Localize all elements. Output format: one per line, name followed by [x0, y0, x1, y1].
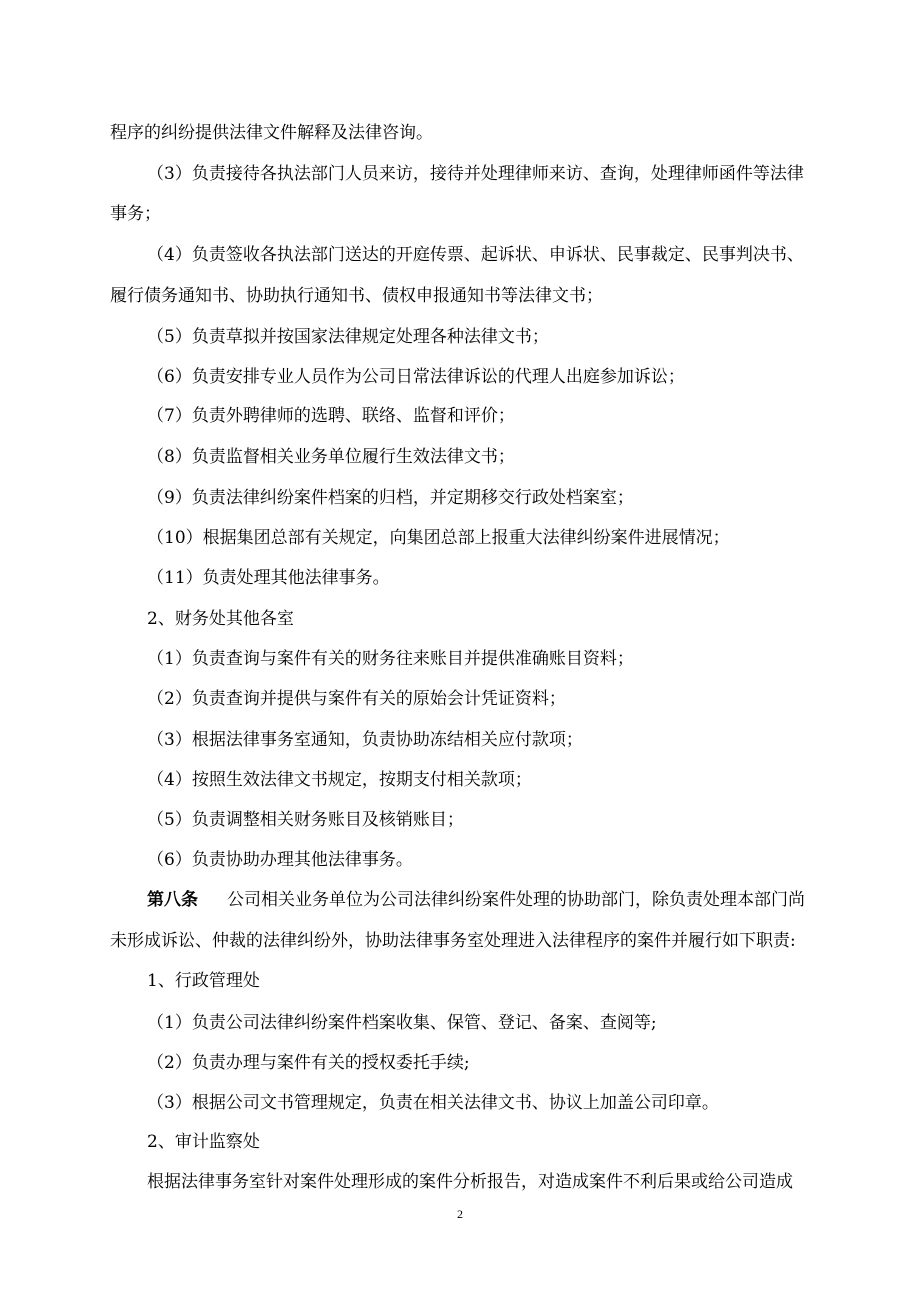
- page-number: 2: [457, 1207, 463, 1221]
- paragraph-line: （5）负责调整相关财务账目及核销账目；: [147, 810, 464, 830]
- paragraph-line: （3）根据法律事务室通知，负责协助冻结相关应付款项；: [147, 730, 583, 750]
- paragraph-line: 根据法律事务室针对案件处理形成的案件分析报告，对造成案件不利后果或给公司造成: [147, 1172, 793, 1192]
- paragraph-line: 履行债务通知书、协助执行通知书、债权申报通知书等法律文书；: [110, 286, 603, 306]
- paragraph-line: （5）负责草拟并按国家法律规定处理各种法律文书；: [147, 327, 549, 347]
- paragraph-line: （7）负责外聘律师的选聘、联络、监督和评价；: [147, 406, 515, 426]
- section-heading: 2、审计监察处: [147, 1132, 260, 1152]
- paragraph-line: （10）根据集团总部有关规定，向集团总部上报重大法律纠纷案件进展情况；: [147, 528, 730, 548]
- section-heading: 1、行政管理处: [147, 971, 260, 991]
- paragraph-line: （3）负责接待各执法部门人员来访，接待并处理律师来访、查询，处理律师函件等法律: [147, 164, 804, 184]
- paragraph-line: （8）负责监督相关业务单位履行生效法律文书；: [147, 447, 515, 467]
- paragraph-line: （6）负责协助办理其他法律事务。: [147, 850, 413, 870]
- paragraph-line: （2）负责查询并提供与案件有关的原始会计凭证资料；: [147, 689, 566, 709]
- article-eight-line: [147, 889, 805, 911]
- article-label: 第八条: [147, 890, 198, 910]
- paragraph-line: 程序的纠纷提供法律文件解释及法律咨询。: [110, 123, 433, 143]
- section-heading: 2、财务处其他各室: [147, 609, 294, 629]
- paragraph-line: 事务；: [110, 204, 161, 224]
- paragraph-line: （2）负责办理与案件有关的授权委托手续;: [147, 1053, 470, 1073]
- article-text: 公司相关业务单位为公司法律纠纷案件处理的协助部门，除负责处理本部门尚: [227, 890, 805, 910]
- paragraph-line: （6）负责安排专业人员作为公司日常法律诉讼的代理人出庭参加诉讼；: [147, 367, 685, 387]
- paragraph-line: 未形成诉讼、仲裁的法律纠纷外，协助法律事务室处理进入法律程序的案件并履行如下职责:: [110, 931, 796, 951]
- paragraph-line: （4）按照生效法律文书规定，按期支付相关款项；: [147, 770, 532, 790]
- paragraph-line: （1）负责查询与案件有关的财务往来账目并提供准确账目资料；: [147, 649, 634, 669]
- paragraph-line: （9）负责法律纠纷案件档案的归档，并定期移交行政处档案室；: [147, 488, 634, 508]
- paragraph-line: （3）根据公司文书管理规定，负责在相关法律文书、协议上加盖公司印章。: [147, 1093, 719, 1113]
- paragraph-line: （1）负责公司法律纠纷案件档案收集、保管、登记、备案、查阅等;: [147, 1013, 657, 1033]
- paragraph-line: （11）负责处理其他法律事务。: [147, 568, 390, 588]
- paragraph-line: （4）负责签收各执法部门送达的开庭传票、起诉状、申诉状、民事裁定、民事判决书、: [147, 245, 804, 265]
